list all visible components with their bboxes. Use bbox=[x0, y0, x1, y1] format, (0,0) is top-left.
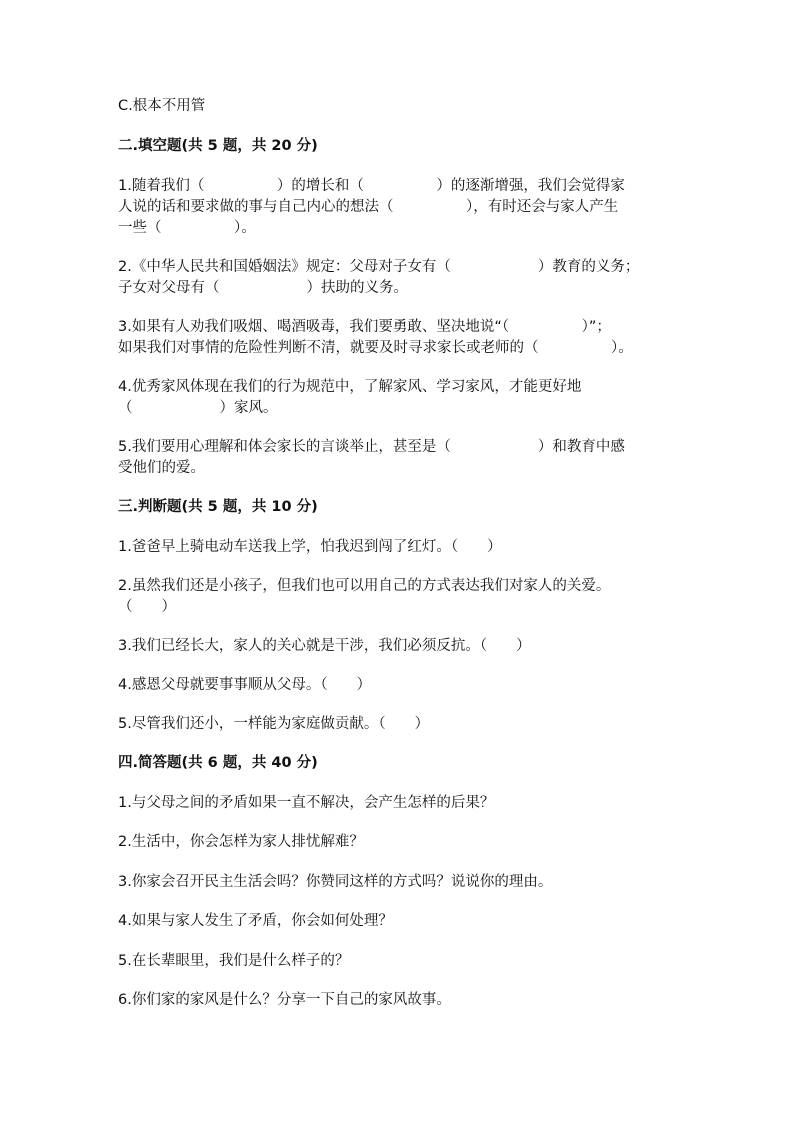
short-question-2: 2.生活中，你会怎样为家人排忧解难？ bbox=[118, 834, 364, 850]
judge-question-3: 3.我们已经长大，家人的关心就是干涉，我们必须反抗。（ ） bbox=[118, 638, 531, 654]
question-line: 子女对父母有（ ）扶助的义务。 bbox=[118, 280, 408, 296]
short-question-3: 3.你家会召开民主生活会吗？你赞同这样的方式吗？说说你的理由。 bbox=[118, 874, 553, 890]
question-line: 受他们的爱。 bbox=[118, 460, 205, 476]
question-line: 人说的话和要求做的事与自己内心的想法（ ），有时还会与家人产生 bbox=[118, 199, 619, 215]
question-line: 2.《中华人民共和国婚姻法》规定：父母对子女有（ ）教育的义务； bbox=[118, 259, 640, 275]
judge-question-4: 4.感恩父母就要事事顺从父母。（ ） bbox=[118, 677, 372, 693]
section-title-short: 四.简答题(共 6 题，共 40 分) bbox=[118, 755, 318, 771]
judge-question-5: 5.尽管我们还小，一样能为家庭做贡献。（ ） bbox=[118, 716, 430, 732]
question-line: 1.随着我们（ ）的增长和（ ）的逐渐增强，我们会觉得家 bbox=[118, 178, 625, 194]
judge-question-1: 1.爸爸早上骑电动车送我上学，怕我迟到闯了红灯。（ ） bbox=[118, 539, 502, 555]
question-line: （ ）家风。 bbox=[118, 400, 278, 416]
question-line: 4.优秀家风体现在我们的行为规范中，了解家风、学习家风，才能更好地 bbox=[118, 379, 582, 395]
short-question-5: 5.在长辈眼里，我们是什么样子的？ bbox=[118, 953, 350, 969]
short-question-1: 1.与父母之间的矛盾如果一直不解决，会产生怎样的后果？ bbox=[118, 795, 495, 811]
short-question-6: 6.你们家的家风是什么？分享一下自己的家风故事。 bbox=[118, 992, 451, 1008]
question-line: 5.我们要用心理解和体会家长的言谈举止，甚至是（ ）和教育中感 bbox=[118, 439, 625, 455]
section-title-fill: 二.填空题(共 5 题，共 20 分) bbox=[118, 138, 318, 154]
option-c: C.根本不用管 bbox=[118, 98, 206, 114]
question-line: 2.虽然我们还是小孩子，但我们也可以用自己的方式表达我们对家人的关爱。 bbox=[118, 578, 611, 594]
section-title-judge: 三.判断题(共 5 题，共 10 分) bbox=[118, 499, 318, 515]
question-line: 如果我们对事情的危险性判断不清，就要及时寻求家长或老师的（ ）。 bbox=[118, 340, 633, 356]
question-line: 一些（ ）。 bbox=[118, 220, 256, 236]
question-line: （ ） bbox=[118, 599, 176, 615]
short-question-4: 4.如果与家人发生了矛盾，你会如何处理？ bbox=[118, 913, 393, 929]
question-line: 3.如果有人劝我们吸烟、喝酒吸毒，我们要勇敢、坚决地说“（ ）”； bbox=[118, 319, 611, 335]
